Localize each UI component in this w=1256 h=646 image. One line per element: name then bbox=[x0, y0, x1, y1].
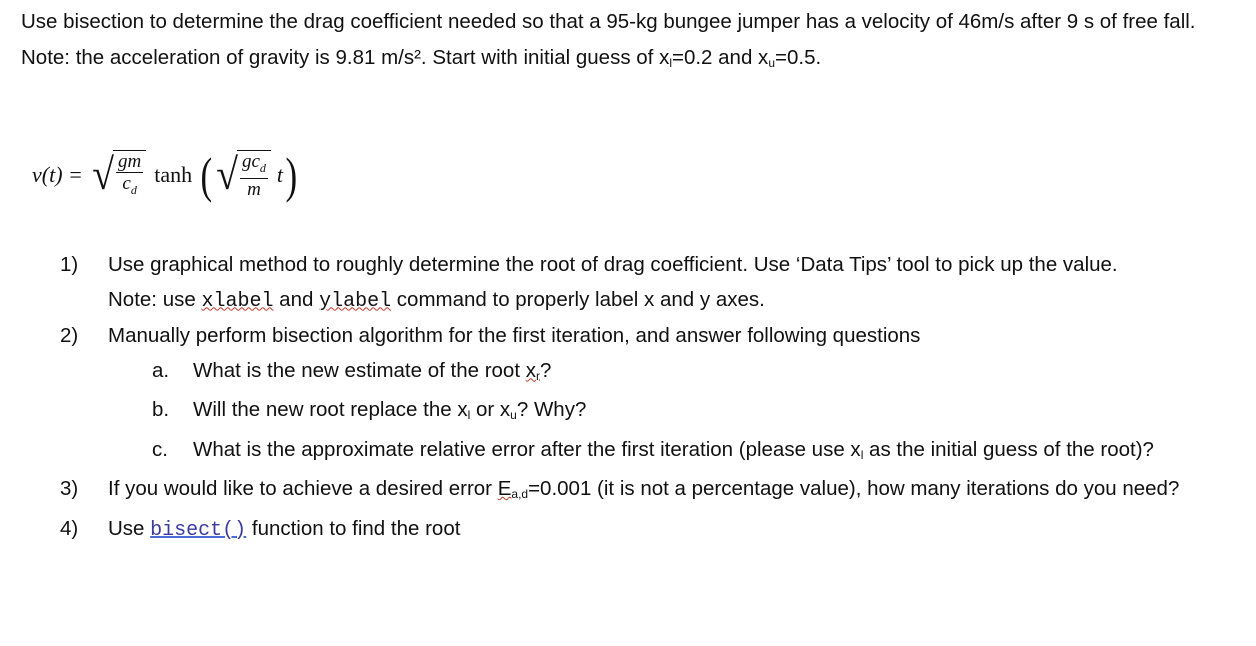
ead-variable bbox=[498, 477, 528, 500]
formula-lhs: v(t) = bbox=[32, 162, 83, 187]
ylabel-code: ylabel bbox=[319, 289, 392, 313]
question-4 bbox=[60, 512, 1210, 549]
ead-sub: a,d bbox=[511, 487, 529, 501]
xl-subscript: l bbox=[669, 55, 672, 70]
q2b-sub2: u bbox=[510, 408, 517, 422]
problem-text-2: =0.2 and x bbox=[671, 45, 769, 69]
question-1-text: Use graphical method to roughly determine the root of drag coefficient. Use ‘Data Tips’ tool to pick up the value. bbox=[108, 253, 1118, 276]
q2a-suffix: ? bbox=[539, 358, 552, 382]
problem-text-1: Use bisection to determine the drag coefficient needed so that a 95-kg bungee jumper has a velocity of 46m/s after 9 s of free fall. Note: the acceleration of gravity is 9.81 m/s². Start with initial guess of x bbox=[21, 10, 1196, 69]
left-paren: ( bbox=[200, 147, 213, 203]
question-2-number: 2) bbox=[60, 324, 79, 347]
xlabel-code: xlabel bbox=[201, 289, 274, 313]
fraction-gcd-m bbox=[237, 150, 271, 201]
q2c-sub: l bbox=[860, 447, 864, 462]
ead-e: E bbox=[497, 477, 512, 500]
q4-prefix: Use bbox=[108, 516, 151, 540]
q2b-sub1: l bbox=[467, 408, 471, 422]
velocity-formula bbox=[32, 145, 300, 205]
question-2 bbox=[60, 319, 1210, 472]
fraction-gm-cd bbox=[113, 150, 146, 201]
question-2b bbox=[60, 393, 1210, 433]
sqrt-symbol: √ bbox=[92, 149, 114, 199]
problem-text-3: =0.5. bbox=[775, 45, 822, 69]
sqrt-gm-over-cd bbox=[91, 150, 146, 201]
question-3-text bbox=[108, 472, 1210, 512]
question-2-text: Manually perform bisection algorithm for the first iteration, and answer following questions bbox=[108, 324, 921, 347]
frac1-den-text: c bbox=[122, 172, 131, 194]
question-2a-letter: a. bbox=[152, 358, 170, 382]
q2b-mid: or x bbox=[470, 398, 511, 421]
note-suffix: command to properly label x and y axes. bbox=[391, 287, 765, 311]
q4-suffix: function to find the root bbox=[246, 516, 461, 540]
note-prefix: Note: use bbox=[108, 287, 202, 311]
question-4-number: 4) bbox=[60, 516, 79, 540]
question-1-note bbox=[108, 283, 1210, 320]
q3-suffix: =0.001 (it is not a percentage value), how many iterations do you need? bbox=[528, 477, 1180, 500]
xr-sub: r bbox=[535, 368, 540, 383]
tanh-label: tanh bbox=[154, 162, 193, 187]
question-4-text bbox=[108, 512, 1210, 549]
question-2b-letter: b. bbox=[152, 398, 170, 421]
note-mid: and bbox=[273, 287, 320, 311]
q3-prefix: If you would like to achieve a desired error bbox=[108, 477, 498, 500]
formula-t: t bbox=[276, 162, 284, 187]
right-paren: ) bbox=[285, 147, 298, 203]
question-2c-letter: c. bbox=[152, 437, 168, 461]
frac1-denominator bbox=[120, 173, 138, 201]
xu-subscript: u bbox=[768, 55, 775, 70]
frac2-denominator: m bbox=[247, 179, 261, 201]
sqrt-symbol-2: √ bbox=[216, 149, 238, 199]
question-1-number: 1) bbox=[60, 253, 79, 276]
bisect-code-link[interactable]: bisect() bbox=[150, 518, 247, 542]
q2c-suffix: as the initial guess of the root)? bbox=[863, 437, 1154, 461]
problem-statement bbox=[21, 4, 1221, 81]
question-3 bbox=[60, 472, 1210, 512]
xr-variable bbox=[526, 359, 540, 382]
frac2-num-text: gc bbox=[241, 150, 260, 172]
q2a-prefix: What is the new estimate of the root bbox=[193, 358, 526, 382]
sqrt-gcd-over-m bbox=[215, 150, 271, 201]
xr-x: x bbox=[525, 358, 536, 382]
question-2a bbox=[60, 354, 1210, 394]
frac2-num-sub: d bbox=[259, 160, 266, 175]
frac2-numerator bbox=[240, 151, 268, 180]
frac1-numerator: gm bbox=[118, 150, 142, 172]
q2b-prefix: Will the new root replace the x bbox=[193, 398, 468, 421]
question-list bbox=[60, 248, 1210, 548]
question-2c bbox=[60, 433, 1210, 473]
q2b-suffix: ? Why? bbox=[516, 398, 587, 421]
q2c-prefix: What is the approximate relative error after the first iteration (please use x bbox=[193, 437, 861, 461]
question-3-number: 3) bbox=[60, 477, 79, 500]
question-1 bbox=[60, 248, 1210, 319]
frac1-den-sub: d bbox=[130, 182, 137, 197]
